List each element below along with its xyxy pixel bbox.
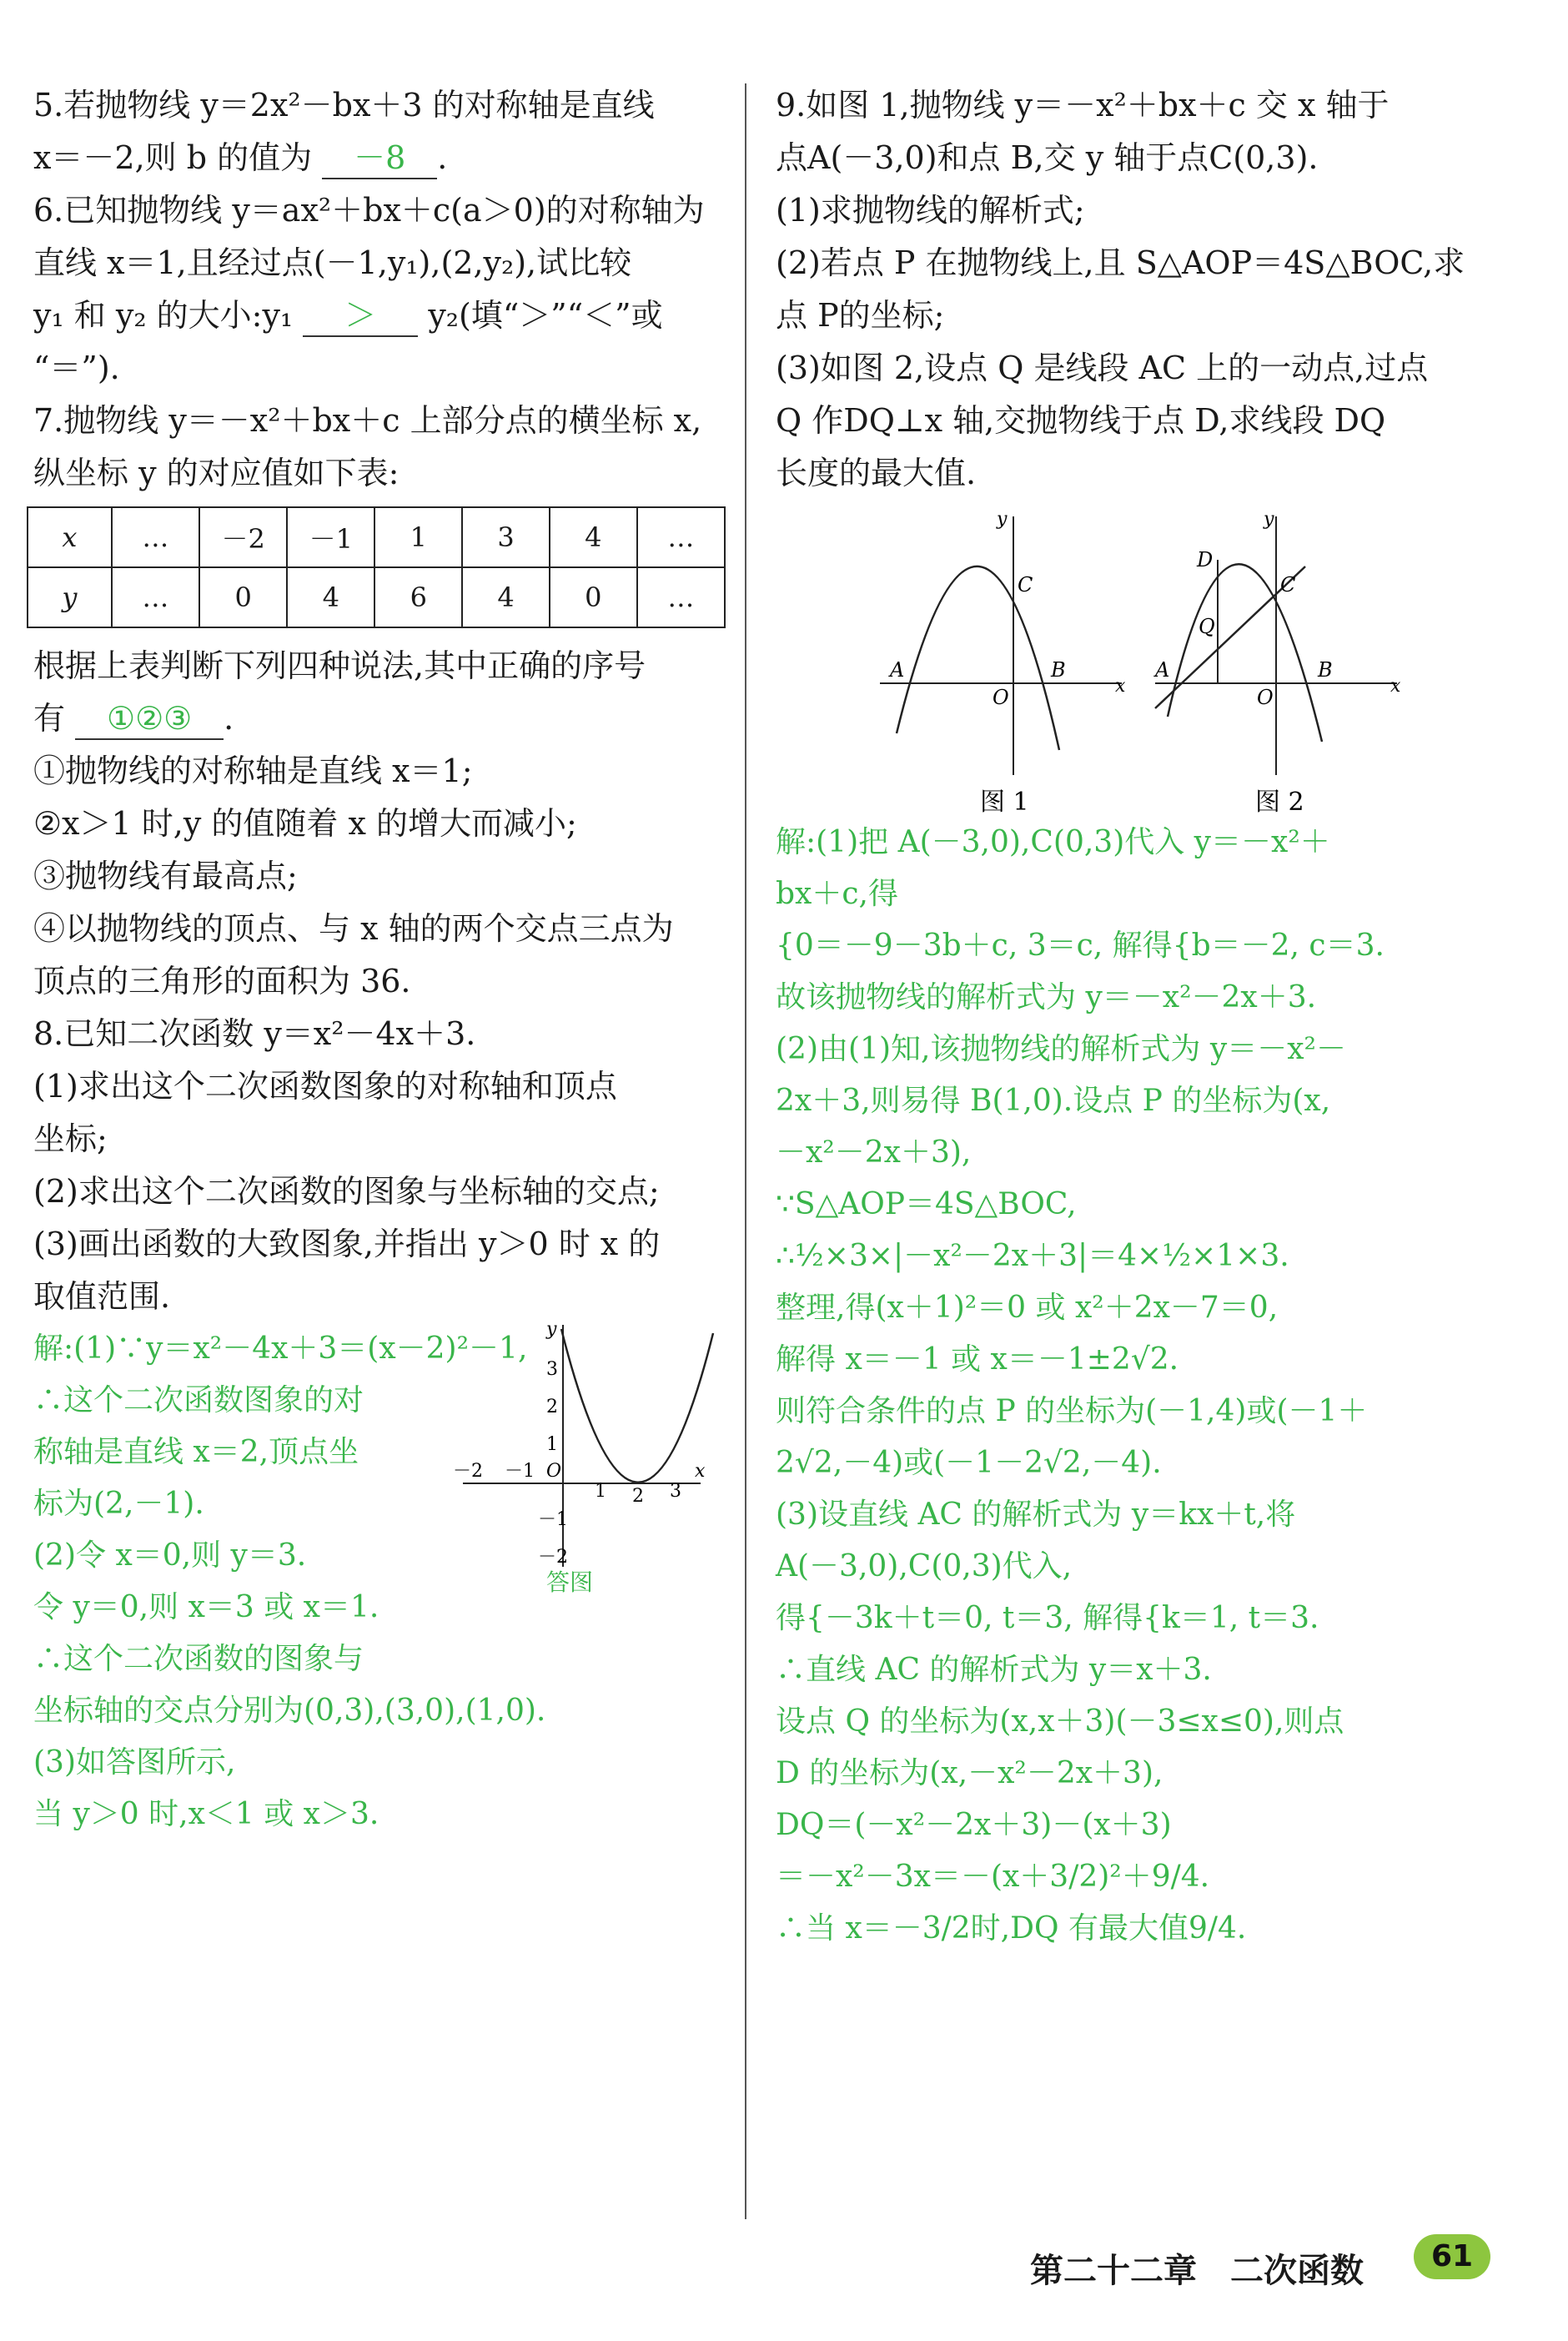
- q7-option-4a: ④以抛物线的顶点、与 x 轴的两个交点三点为: [33, 910, 674, 947]
- q8-solution-9: 当 y＞0 时,x＜1 或 x＞3.: [33, 1797, 379, 1831]
- q9-line6: (3)如图 2,设点 Q 是线段 AC 上的一动点,过点: [776, 350, 1429, 386]
- point-b-label: B: [1318, 658, 1333, 682]
- axis-label-x: x: [1115, 676, 1126, 697]
- origin-label: O: [546, 1461, 562, 1482]
- point-b-label: B: [1051, 658, 1066, 682]
- q5-text: x＝－2,则 b 的值为: [33, 139, 313, 176]
- q9-solution-6: －x²－2x＋3),: [776, 1135, 972, 1170]
- q9-line7: Q 作DQ⊥x 轴,交抛物线于点 D,求线段 DQ: [776, 402, 1386, 439]
- q9-solution-5: 2x＋3,则易得 B(1,0).设点 P 的坐标为(x,: [776, 1084, 1331, 1118]
- q7-answer-blank: ①②③: [75, 698, 224, 740]
- q7-option-4b: 顶点的三角形的面积为 36.: [33, 963, 411, 999]
- q5-answer-blank: －8: [322, 138, 437, 179]
- q8-solution-1: ∴这个二次函数图象的对: [33, 1383, 364, 1417]
- table-cell: y: [28, 567, 112, 627]
- q6-answer-blank: ＞: [303, 295, 418, 337]
- table-cell: －2: [199, 507, 287, 567]
- q6-line4: “＝”).: [33, 350, 120, 386]
- q7-text-a: 有: [33, 700, 66, 737]
- q9-solution-4: (2)由(1)知,该抛物线的解析式为 y＝－x²－: [776, 1032, 1346, 1066]
- parabola-curve: [1168, 564, 1322, 742]
- table-cell: －1: [287, 507, 374, 567]
- table-cell: …: [637, 567, 725, 627]
- q7-option-2: ②x＞1 时,y 的值随着 x 的增大而减小;: [33, 805, 577, 842]
- figure-2: [1155, 500, 1405, 817]
- q9-line4: (2)若点 P 在抛物线上,且 S△AOP＝4S△BOC,求: [776, 244, 1465, 281]
- q9-solution-11: 则符合条件的点 P 的坐标为(－1,4)或(－1＋: [776, 1394, 1368, 1428]
- x-tick-label: －1: [505, 1461, 535, 1482]
- table-cell: 4: [287, 567, 374, 627]
- q9-line3: (1)求抛物线的解析式;: [776, 192, 1085, 229]
- table-cell: …: [112, 507, 199, 567]
- q8-line1: 8.已知二次函数 y＝x²－4x＋3.: [33, 1015, 476, 1052]
- origin-label: O: [1257, 686, 1274, 709]
- point-a-label: A: [890, 658, 905, 682]
- q9-solution-21: ∴当 x＝－3/2时,DQ 有最大值9/4.: [776, 1911, 1247, 1946]
- q8-solution-4: (2)令 x＝0,则 y＝3.: [33, 1538, 307, 1573]
- q5-line1: 5.若抛物线 y＝2x²－bx＋3 的对称轴是直线: [33, 87, 655, 123]
- table-cell: 3: [462, 507, 550, 567]
- table-cell: 0: [199, 567, 287, 627]
- q9-solution-0: 解:(1)把 A(－3,0),C(0,3)代入 y＝－x²＋: [776, 825, 1330, 859]
- column-divider: [745, 83, 746, 2219]
- chapter-footer: 第二十二章 二次函数: [1030, 2252, 1364, 2290]
- q8-line2: (1)求出这个二次函数图象的对称轴和顶点: [33, 1068, 617, 1105]
- q9-line1: 9.如图 1,抛物线 y＝－x²＋bx＋c 交 x 轴于: [776, 87, 1390, 123]
- axis-label-y: y: [997, 509, 1008, 530]
- q9-solution-10: 解得 x＝－1 或 x＝－1±2√2.: [776, 1342, 1179, 1377]
- table-cell: x: [28, 507, 112, 567]
- q8-solution-3: 标为(2,－1).: [33, 1487, 204, 1521]
- y-tick-label: 1: [546, 1434, 558, 1455]
- q7-option-1: ①抛物线的对称轴是直线 x＝1;: [33, 753, 473, 789]
- y-tick-label: －2: [538, 1547, 568, 1568]
- figure-2-caption: 图 2: [1255, 788, 1304, 817]
- q9-solution-18: D 的坐标为(x,－x²－2x＋3),: [776, 1756, 1163, 1790]
- q6-line1: 6.已知抛物线 y＝ax²＋bx＋c(a＞0)的对称轴为: [33, 192, 705, 229]
- right-column: [776, 79, 1501, 1955]
- table-cell: …: [637, 507, 725, 567]
- q6-text-b: y₂(填“＞”“＜”或: [428, 297, 663, 334]
- figure-1-caption: 图 1: [980, 788, 1029, 817]
- q8-answer-graph: [453, 1316, 713, 1596]
- y-axis-label: y: [546, 1319, 557, 1340]
- q8-solution-5: 令 y＝0,则 x＝3 或 x＝1.: [33, 1590, 379, 1624]
- point-a-label: A: [1155, 658, 1170, 682]
- q9-figures: [776, 500, 1501, 817]
- q7-end: .: [224, 700, 234, 737]
- table-row-x: [28, 507, 725, 567]
- table-cell: 4: [462, 567, 550, 627]
- q7-line1: 7.抛物线 y＝－x²＋bx＋c 上部分点的横坐标 x,: [33, 402, 702, 439]
- x-axis-label: x: [695, 1461, 706, 1482]
- axis-label-y: y: [1264, 509, 1274, 530]
- q9-solution-13: (3)设直线 AC 的解析式为 y＝kx＋t,将: [776, 1498, 1296, 1532]
- q7-line2: 纵坐标 y 的对应值如下表:: [33, 455, 400, 491]
- q7-value-table: [27, 506, 726, 628]
- x-tick-label: －2: [453, 1461, 483, 1482]
- parabola-curve: [561, 1329, 713, 1483]
- y-tick-label: －1: [538, 1509, 568, 1530]
- q9-line8: 长度的最大值.: [776, 455, 977, 491]
- q6-line3: [33, 289, 726, 342]
- q6-text-a: y₁ 和 y₂ 的大小:y₁: [33, 297, 294, 334]
- q9-solution-3: 故该抛物线的解析式为 y＝－x²－2x＋3.: [776, 980, 1317, 1014]
- graph-caption: 答图: [546, 1568, 594, 1596]
- q8-line6: 取值范围.: [33, 1278, 171, 1315]
- page-number-badge: 61: [1414, 2234, 1490, 2279]
- q8-solution-8: (3)如答图所示,: [33, 1745, 236, 1780]
- q9-solution-12: 2√2,－4)或(－1－2√2,－4).: [776, 1446, 1162, 1480]
- q8-line4: (2)求出这个二次函数的图象与坐标轴的交点;: [33, 1173, 660, 1210]
- point-d-label: D: [1197, 548, 1214, 571]
- table-cell: …: [112, 567, 199, 627]
- point-q-label: Q: [1199, 615, 1215, 638]
- q9-solution-17: 设点 Q 的坐标为(x,x＋3)(－3≤x≤0),则点: [776, 1704, 1344, 1739]
- q9-solution-15: 得{－3k＋t＝0, t＝3, 解得{k＝1, t＝3.: [776, 1601, 1319, 1635]
- q8-solution-0: 解:(1)∵y＝x²－4x＋3＝(x－2)²－1,: [33, 1332, 528, 1366]
- q9-solution-19: DQ＝(－x²－2x＋3)－(x＋3): [776, 1808, 1172, 1842]
- table-cell: 1: [374, 507, 462, 567]
- q6-line2: 直线 x＝1,且经过点(－1,y₁),(2,y₂),试比较: [33, 244, 632, 281]
- q9-solution-14: A(－3,0),C(0,3)代入,: [776, 1549, 1073, 1583]
- origin-label: O: [993, 686, 1009, 709]
- y-tick-label: 2: [546, 1397, 558, 1417]
- q7-option-3: ③抛物线有最高点;: [33, 858, 298, 894]
- q7-line3: 根据上表判断下列四种说法,其中正确的序号: [33, 647, 646, 684]
- table-cell: 4: [550, 507, 637, 567]
- point-c-label: C: [1280, 573, 1296, 597]
- table-cell: 6: [374, 567, 462, 627]
- q9-solution-8: ∴½×3×|－x²－2x＋3|＝4×½×1×3.: [776, 1239, 1289, 1273]
- point-c-label: C: [1018, 573, 1033, 597]
- q8-solution-7: 坐标轴的交点分别为(0,3),(3,0),(1,0).: [33, 1694, 546, 1728]
- parabola-curve: [897, 566, 1059, 750]
- axis-label-x: x: [1390, 676, 1401, 697]
- table-cell: 0: [550, 567, 637, 627]
- table-row-y: [28, 567, 725, 627]
- q5-line2: [33, 132, 726, 184]
- q9-solution-7: ∵S△AOP＝4S△BOC,: [776, 1187, 1077, 1221]
- q8-line3: 坐标;: [33, 1120, 108, 1157]
- q9-solution-20: ＝－x²－3x＝－(x＋3/2)²＋9/4.: [776, 1860, 1210, 1894]
- q8-line5: (3)画出函数的大致图象,并指出 y＞0 时 x 的: [33, 1226, 661, 1262]
- x-tick-label: 1: [595, 1481, 606, 1502]
- figure-1: [880, 500, 1130, 817]
- y-tick-label: 3: [546, 1359, 558, 1380]
- x-tick-label: 3: [670, 1481, 681, 1502]
- q7-line4: [33, 692, 726, 745]
- q9-solution-16: ∴直线 AC 的解析式为 y＝x＋3.: [776, 1653, 1212, 1687]
- q9-solution-2: {0＝－9－3b＋c, 3＝c, 解得{b＝－2, c＝3.: [776, 929, 1385, 963]
- q9-line2: 点A(－3,0)和点 B,交 y 轴于点C(0,3).: [776, 139, 1319, 176]
- q9-solution-1: bx＋c,得: [776, 877, 898, 911]
- x-tick-label: 2: [632, 1486, 644, 1507]
- q8-solution-6: ∴这个二次函数的图象与: [33, 1642, 364, 1676]
- q9-solution-9: 整理,得(x＋1)²＝0 或 x²＋2x－7＝0,: [776, 1291, 1279, 1325]
- left-column: [33, 79, 726, 1840]
- q5-end: .: [437, 139, 448, 176]
- q8-solution-2: 称轴是直线 x＝2,顶点坐: [33, 1435, 359, 1469]
- q9-line5: 点 P的坐标;: [776, 297, 945, 334]
